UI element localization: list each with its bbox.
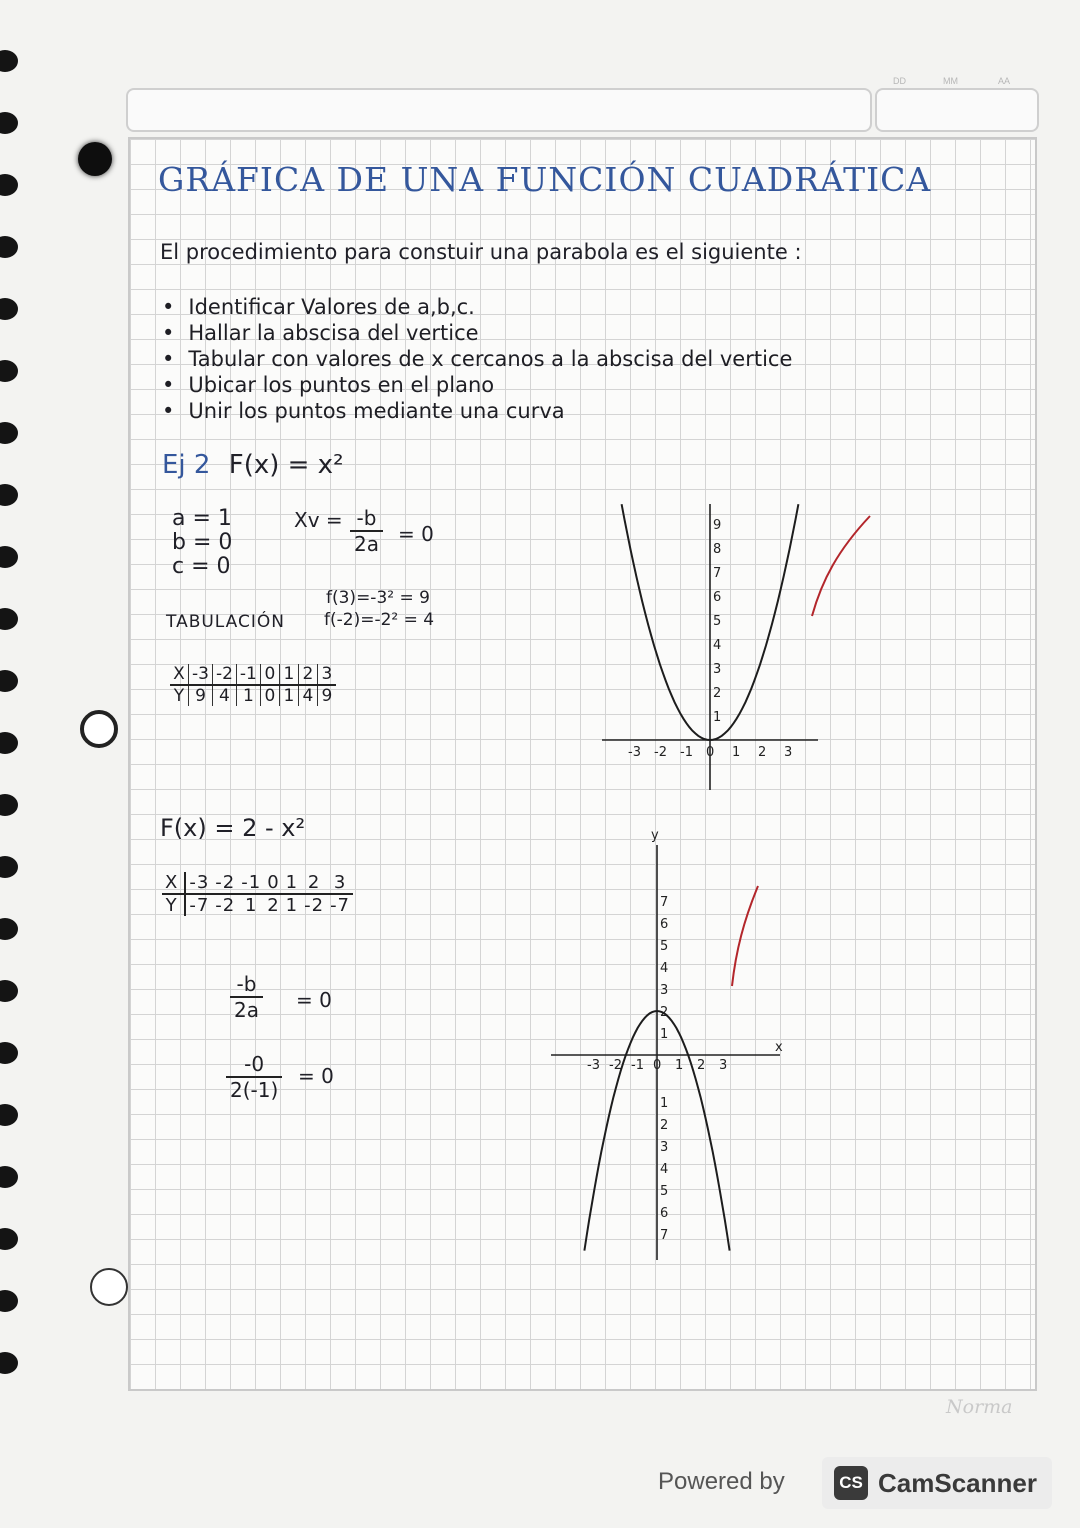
spiral-ring [0, 608, 18, 630]
table-cell: 0 [260, 685, 279, 706]
spiral-ring [0, 1104, 18, 1126]
table-cell: -3 [185, 872, 212, 894]
x-tick-label: 1 [675, 1058, 684, 1073]
vertex-numerator: -b [350, 506, 383, 532]
vertex2-denominator: 2(-1) [230, 1078, 279, 1102]
y-tick-label: 3 [660, 1140, 669, 1155]
y-tick-label: 3 [660, 983, 669, 998]
table-row [162, 894, 353, 916]
vertex-denominator: 2a [354, 532, 379, 556]
parabola-graph-1 [590, 490, 830, 790]
table-cell: 1 [279, 664, 298, 685]
graph1-y-ticks [713, 518, 721, 725]
spiral-ring [0, 732, 18, 754]
calc-f3: f(3)=-3² = 9 [326, 588, 430, 608]
y-tick-label: 4 [660, 1162, 669, 1177]
spiral-ring [0, 918, 18, 940]
y-tick-label: 2 [660, 1118, 669, 1133]
x-tick-label: 1 [732, 745, 741, 760]
punch-hole-top [78, 142, 112, 176]
y-tick-label: 6 [660, 917, 669, 932]
step-item: • Hallar la abscisa del vertice [162, 320, 792, 346]
table-cell: 0 [260, 664, 279, 685]
x-tick-label: -2 [654, 745, 667, 760]
steps-list [162, 294, 792, 424]
header-box [126, 88, 872, 132]
spiral-ring [0, 422, 18, 444]
table-cell: 0 [264, 872, 282, 894]
table-header-y: Y [162, 894, 185, 916]
example1-label: Ej 2 [162, 450, 211, 480]
y-tick-label: 6 [660, 1206, 669, 1221]
vertex2-fraction-b [226, 1052, 282, 1102]
y-tick-label: 5 [660, 939, 669, 954]
tabulation-label: TABULACIÓN [166, 612, 285, 632]
table-cell: -7 [330, 895, 351, 916]
spiral-ring [0, 670, 18, 692]
date-label-month: MM [943, 76, 958, 86]
example2-function: F(x) = 2 - x² [160, 814, 306, 842]
table-cell: 1 [283, 872, 301, 894]
x-tick-label: 2 [697, 1058, 706, 1073]
camscanner-logo-icon: CS [834, 1466, 868, 1500]
y-tick-label: 1 [660, 1027, 669, 1042]
step-item: • Tabular con valores de x cercanos a la abscisa del vertice [162, 346, 792, 372]
y-tick-label: 9 [713, 518, 722, 533]
powered-by-text: Powered by [658, 1468, 785, 1495]
y-tick-label: 8 [713, 542, 722, 557]
table-cell: 4 [212, 685, 236, 706]
spiral-ring [0, 1352, 18, 1374]
punch-hole-bottom [90, 1268, 128, 1306]
example2-table [162, 872, 353, 916]
tabulation-table [170, 664, 336, 706]
table-cell: 1 [285, 895, 299, 916]
graph2-x-ticks [587, 1058, 727, 1073]
table-header-y: Y [173, 686, 185, 706]
y-tick-label: 4 [713, 638, 722, 653]
table-cell: 4 [298, 685, 317, 706]
y-tick-label: 1 [713, 710, 722, 725]
table-cell: 1 [279, 685, 298, 706]
vertex2-numerator: -b [230, 972, 263, 998]
red-check-mark [808, 510, 878, 620]
y-tick-label: 2 [660, 1005, 669, 1020]
spiral-ring [0, 980, 18, 1002]
table-cell: 3 [317, 664, 336, 685]
y-tick-label: 3 [713, 662, 722, 677]
coef-b: b = 0 [172, 530, 233, 555]
table-cell: -7 [189, 895, 210, 916]
x-tick-label: 2 [758, 745, 767, 760]
spiral-ring [0, 174, 18, 196]
table-cell: -2 [304, 895, 325, 916]
step-item: • Ubicar los puntos en el plano [162, 372, 792, 398]
x-tick-label: -2 [609, 1058, 622, 1073]
camscanner-name: CamScanner [878, 1468, 1037, 1498]
table-cell: -2 [215, 895, 236, 916]
spiral-ring [0, 360, 18, 382]
y-tick-label: 7 [660, 1228, 669, 1243]
spiral-ring [0, 50, 18, 72]
date-label-day: DD [893, 76, 906, 86]
x-tick-label: -3 [628, 745, 641, 760]
vertex-result: = 0 [398, 522, 434, 546]
y-tick-label: 1 [660, 1096, 669, 1111]
x-tick-label: -1 [680, 745, 693, 760]
step-item: • Unir los puntos mediante una curva [162, 398, 792, 424]
vertex2-result-a: = 0 [296, 988, 332, 1012]
y-tick-label: 7 [660, 895, 669, 910]
date-box [875, 88, 1039, 132]
vertex2-fraction-a [230, 972, 263, 1022]
spiral-ring [0, 1228, 18, 1250]
table-cell: -1 [236, 664, 260, 685]
date-label-year: AA [998, 76, 1011, 86]
red-check-mark [728, 880, 768, 990]
table-cell: -2 [212, 872, 238, 894]
intro-text: El procedimiento para constuir una parabola es el siguiente : [160, 240, 802, 264]
spiral-ring [0, 794, 18, 816]
x-tick-label: 0 [706, 745, 715, 760]
vertex2-denominator: 2a [234, 998, 259, 1022]
spiral-binding [0, 0, 30, 1440]
table-cell: 9 [317, 685, 336, 706]
x-tick-label: 3 [784, 745, 793, 760]
coef-c: c = 0 [172, 554, 231, 579]
table-row [170, 664, 336, 685]
x-tick-label: 3 [719, 1058, 728, 1073]
table-cell: -1 [238, 872, 264, 894]
y-axis-label: y [651, 828, 659, 843]
table-cell: 2 [301, 872, 327, 894]
spiral-ring [0, 856, 18, 878]
y-tick-label: 4 [660, 961, 669, 976]
table-row [170, 685, 336, 706]
spiral-ring [0, 236, 18, 258]
x-tick-label: -3 [587, 1058, 600, 1073]
vertex-label: Xv = [294, 508, 343, 532]
table-cell: 1 [245, 895, 258, 916]
step-item: • Identificar Valores de a,b,c. [162, 294, 792, 320]
vertex2-numerator: -0 [226, 1052, 282, 1078]
x-axis-label: x [775, 1040, 783, 1055]
y-tick-label: 2 [713, 686, 722, 701]
punch-hole-middle [80, 710, 118, 748]
spiral-ring [0, 1166, 18, 1188]
graph1-x-ticks [628, 745, 792, 760]
y-tick-label: 7 [713, 566, 722, 581]
y-tick-label: 5 [713, 614, 722, 629]
x-tick-label: -1 [631, 1058, 644, 1073]
coef-a: a = 1 [172, 506, 232, 531]
table-cell: -2 [212, 664, 236, 685]
spiral-ring [0, 484, 18, 506]
table-cell: 2 [298, 664, 317, 685]
spiral-ring [0, 1290, 18, 1312]
y-tick-label: 5 [660, 1184, 669, 1199]
table-cell: 9 [189, 685, 213, 706]
table-cell: 1 [236, 685, 260, 706]
vertex2-result-b: = 0 [298, 1064, 334, 1088]
vertex-fraction [350, 506, 383, 556]
example1-function: F(x) = x² [228, 450, 344, 480]
page-title: GRÁFICA DE UNA FUNCIÓN CUADRÁTICA [158, 160, 932, 199]
spiral-ring [0, 298, 18, 320]
table-header-x: X [162, 872, 185, 894]
calc-f-2: f(-2)=-2² = 4 [324, 610, 435, 630]
table-cell: 2 [267, 895, 280, 916]
table-header-x: X [170, 664, 189, 685]
example1-heading [162, 450, 344, 480]
table-cell: -3 [189, 664, 213, 685]
notebook-brand: Norma [946, 1396, 1013, 1418]
spiral-ring [0, 546, 18, 568]
table-row [162, 872, 353, 894]
y-tick-label: 6 [713, 590, 722, 605]
x-tick-label: 0 [653, 1058, 662, 1073]
table-cell: 3 [327, 872, 353, 894]
spiral-ring [0, 112, 18, 134]
spiral-ring [0, 1042, 18, 1064]
